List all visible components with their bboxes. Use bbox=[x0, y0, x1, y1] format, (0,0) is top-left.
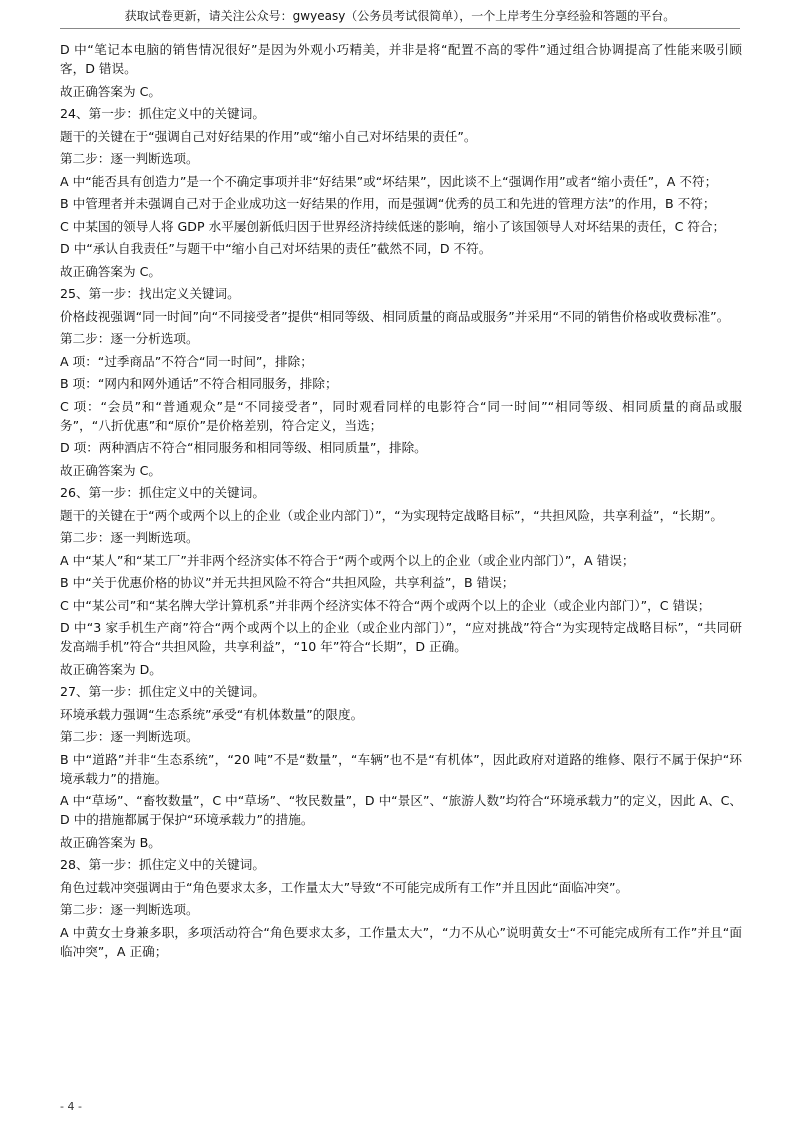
paragraph: 故正确答案为 C。 bbox=[60, 263, 161, 279]
page-number: - 4 - bbox=[60, 1100, 82, 1113]
paragraph: 故正确答案为 C。 bbox=[60, 462, 161, 478]
paragraph: 环境承载力强调“生态系统”承受“有机体数量”的限度。 bbox=[60, 706, 364, 722]
page-header: 获取试卷更新，请关注公众号：gwyeasy（公务员考试很简单），一个上岸考生分享经验和答题的平台。 bbox=[124, 9, 676, 23]
paragraph: C 项：“会员”和“普通观众”是“不同接受者”，同时观看同样的电影符合“同一时间”“相同等级、相同质量的商品或服务”，“八折优惠”和“原价”是价格差别，符合定义，当选； bbox=[60, 398, 742, 433]
paragraph: 25、第一步：找出定义关键词。 bbox=[60, 286, 240, 301]
paragraph: 27、第一步：抓住定义中的关键词。 bbox=[60, 684, 265, 699]
paragraph: 第二步：逐一判断选项。 bbox=[60, 729, 199, 744]
paragraph: B 中管理者并未强调自己对于企业成功这一好结果的作用，而是强调“优秀的员工和先进的管理方法”的作用，B 不符； bbox=[60, 196, 716, 211]
paragraph: 价格歧视强调“同一时间”向“不同接受者”提供“相同等级、相同质量的商品或服务”并采用“不同的销售价格或收费标准”。 bbox=[60, 308, 730, 324]
paragraph: 故正确答案为 D。 bbox=[60, 661, 162, 677]
paragraph: 第二步：逐一判断选项。 bbox=[60, 902, 199, 917]
paragraph: A 中黄女士身兼多职，多项活动符合“角色要求太多，工作量太大”，“力不从心”说明黄女士“不可能完成所有工作”并且“面临冲突”，A 正确； bbox=[60, 924, 742, 959]
paragraph: D 中“笔记本电脑的销售情况很好”是因为外观小巧精美，并非是将“配置不高的零件”通过组合协调提高了性能来吸引顾客，D 错误。 bbox=[60, 42, 742, 76]
paragraph: D 中“3 家手机生产商”符合“两个或两个以上的企业（或企业内部门）”，“应对挑战”符合“为实现特定战略目标”，“共同研发高端手机”符合“共担风险，共享利益”，“10 年”符合“长期”，D 正确。 bbox=[60, 620, 742, 654]
paragraph: B 中“关于优惠价格的协议”并无共担风险不符合“共担风险，共享利益”，B 错误； bbox=[60, 575, 515, 590]
paragraph: A 中“某人”和“某工厂”并非两个经济实体不符合于“两个或两个以上的企业（或企业内部门）”，A 错误； bbox=[60, 552, 635, 568]
header-rule bbox=[60, 28, 740, 29]
paragraph: B 中“道路”并非“生态系统”，“20 吨”不是“数量”，“车辆”也不是“有机体”，因此政府对道路的维修、限行不属于保护“环境承载力”的措施。 bbox=[60, 751, 742, 786]
paragraph: 第二步：逐一判断选项。 bbox=[60, 151, 199, 166]
paragraph: 28、第一步：抓住定义中的关键词。 bbox=[60, 857, 265, 872]
paragraph: B 项：“网内和网外通话”不符合相同服务，排除； bbox=[60, 376, 338, 391]
paragraph: 故正确答案为 B。 bbox=[60, 834, 161, 850]
paragraph: 26、第一步：抓住定义中的关键词。 bbox=[60, 485, 265, 500]
paragraph: A 中“能否具有创造力”是一个不确定事项并非“好结果”或“坏结果”，因此谈不上“强调作用”或者“缩小责任”，A 不符； bbox=[60, 173, 718, 189]
paragraph: 故正确答案为 C。 bbox=[60, 83, 161, 99]
paragraph: A 中“草场”、“畜牧数量”，C 中“草场”、“牧民数量”，D 中“景区”、“旅游人数”均符合“环境承载力”的定义，因此 A、C、D 中的措施都属于保护“环境承载力”的措施。 bbox=[60, 793, 742, 827]
paragraph: 第二步：逐一判断选项。 bbox=[60, 530, 199, 545]
paragraph: D 中“承认自我责任”与题干中“缩小自己对坏结果的责任”截然不同，D 不符。 bbox=[60, 241, 492, 256]
document-body bbox=[60, 40, 742, 964]
paragraph: D 项：两种酒店不符合“相同服务和相同等级、相同质量”，排除。 bbox=[60, 440, 427, 455]
paragraph: 题干的关键在于“强调自己对好结果的作用”或“缩小自己对坏结果的责任”。 bbox=[60, 128, 477, 144]
paragraph: A 项：“过季商品”不符合“同一时间”，排除； bbox=[60, 353, 313, 369]
paragraph: 角色过载冲突强调由于“角色要求太多，工作量太大”导致“不可能完成所有工作”并且因此“面临冲突”。 bbox=[60, 879, 629, 895]
paragraph: 第二步：逐一分析选项。 bbox=[60, 331, 199, 346]
paragraph: 24、第一步：抓住定义中的关键词。 bbox=[60, 106, 265, 121]
paragraph: 题干的关键在于“两个或两个以上的企业（或企业内部门）”，“为实现特定战略目标”，“共担风险，共享利益”，“长期”。 bbox=[60, 507, 723, 523]
paragraph: C 中某国的领导人将 GDP 水平屡创新低归因于世界经济持续低迷的影响，缩小了该国领导人对坏结果的责任，C 符合； bbox=[60, 218, 726, 234]
paragraph: C 中“某公司”和“某名牌大学计算机系”并非两个经济实体不符合“两个或两个以上的企业（或企业内部门）”，C 错误； bbox=[60, 597, 711, 613]
